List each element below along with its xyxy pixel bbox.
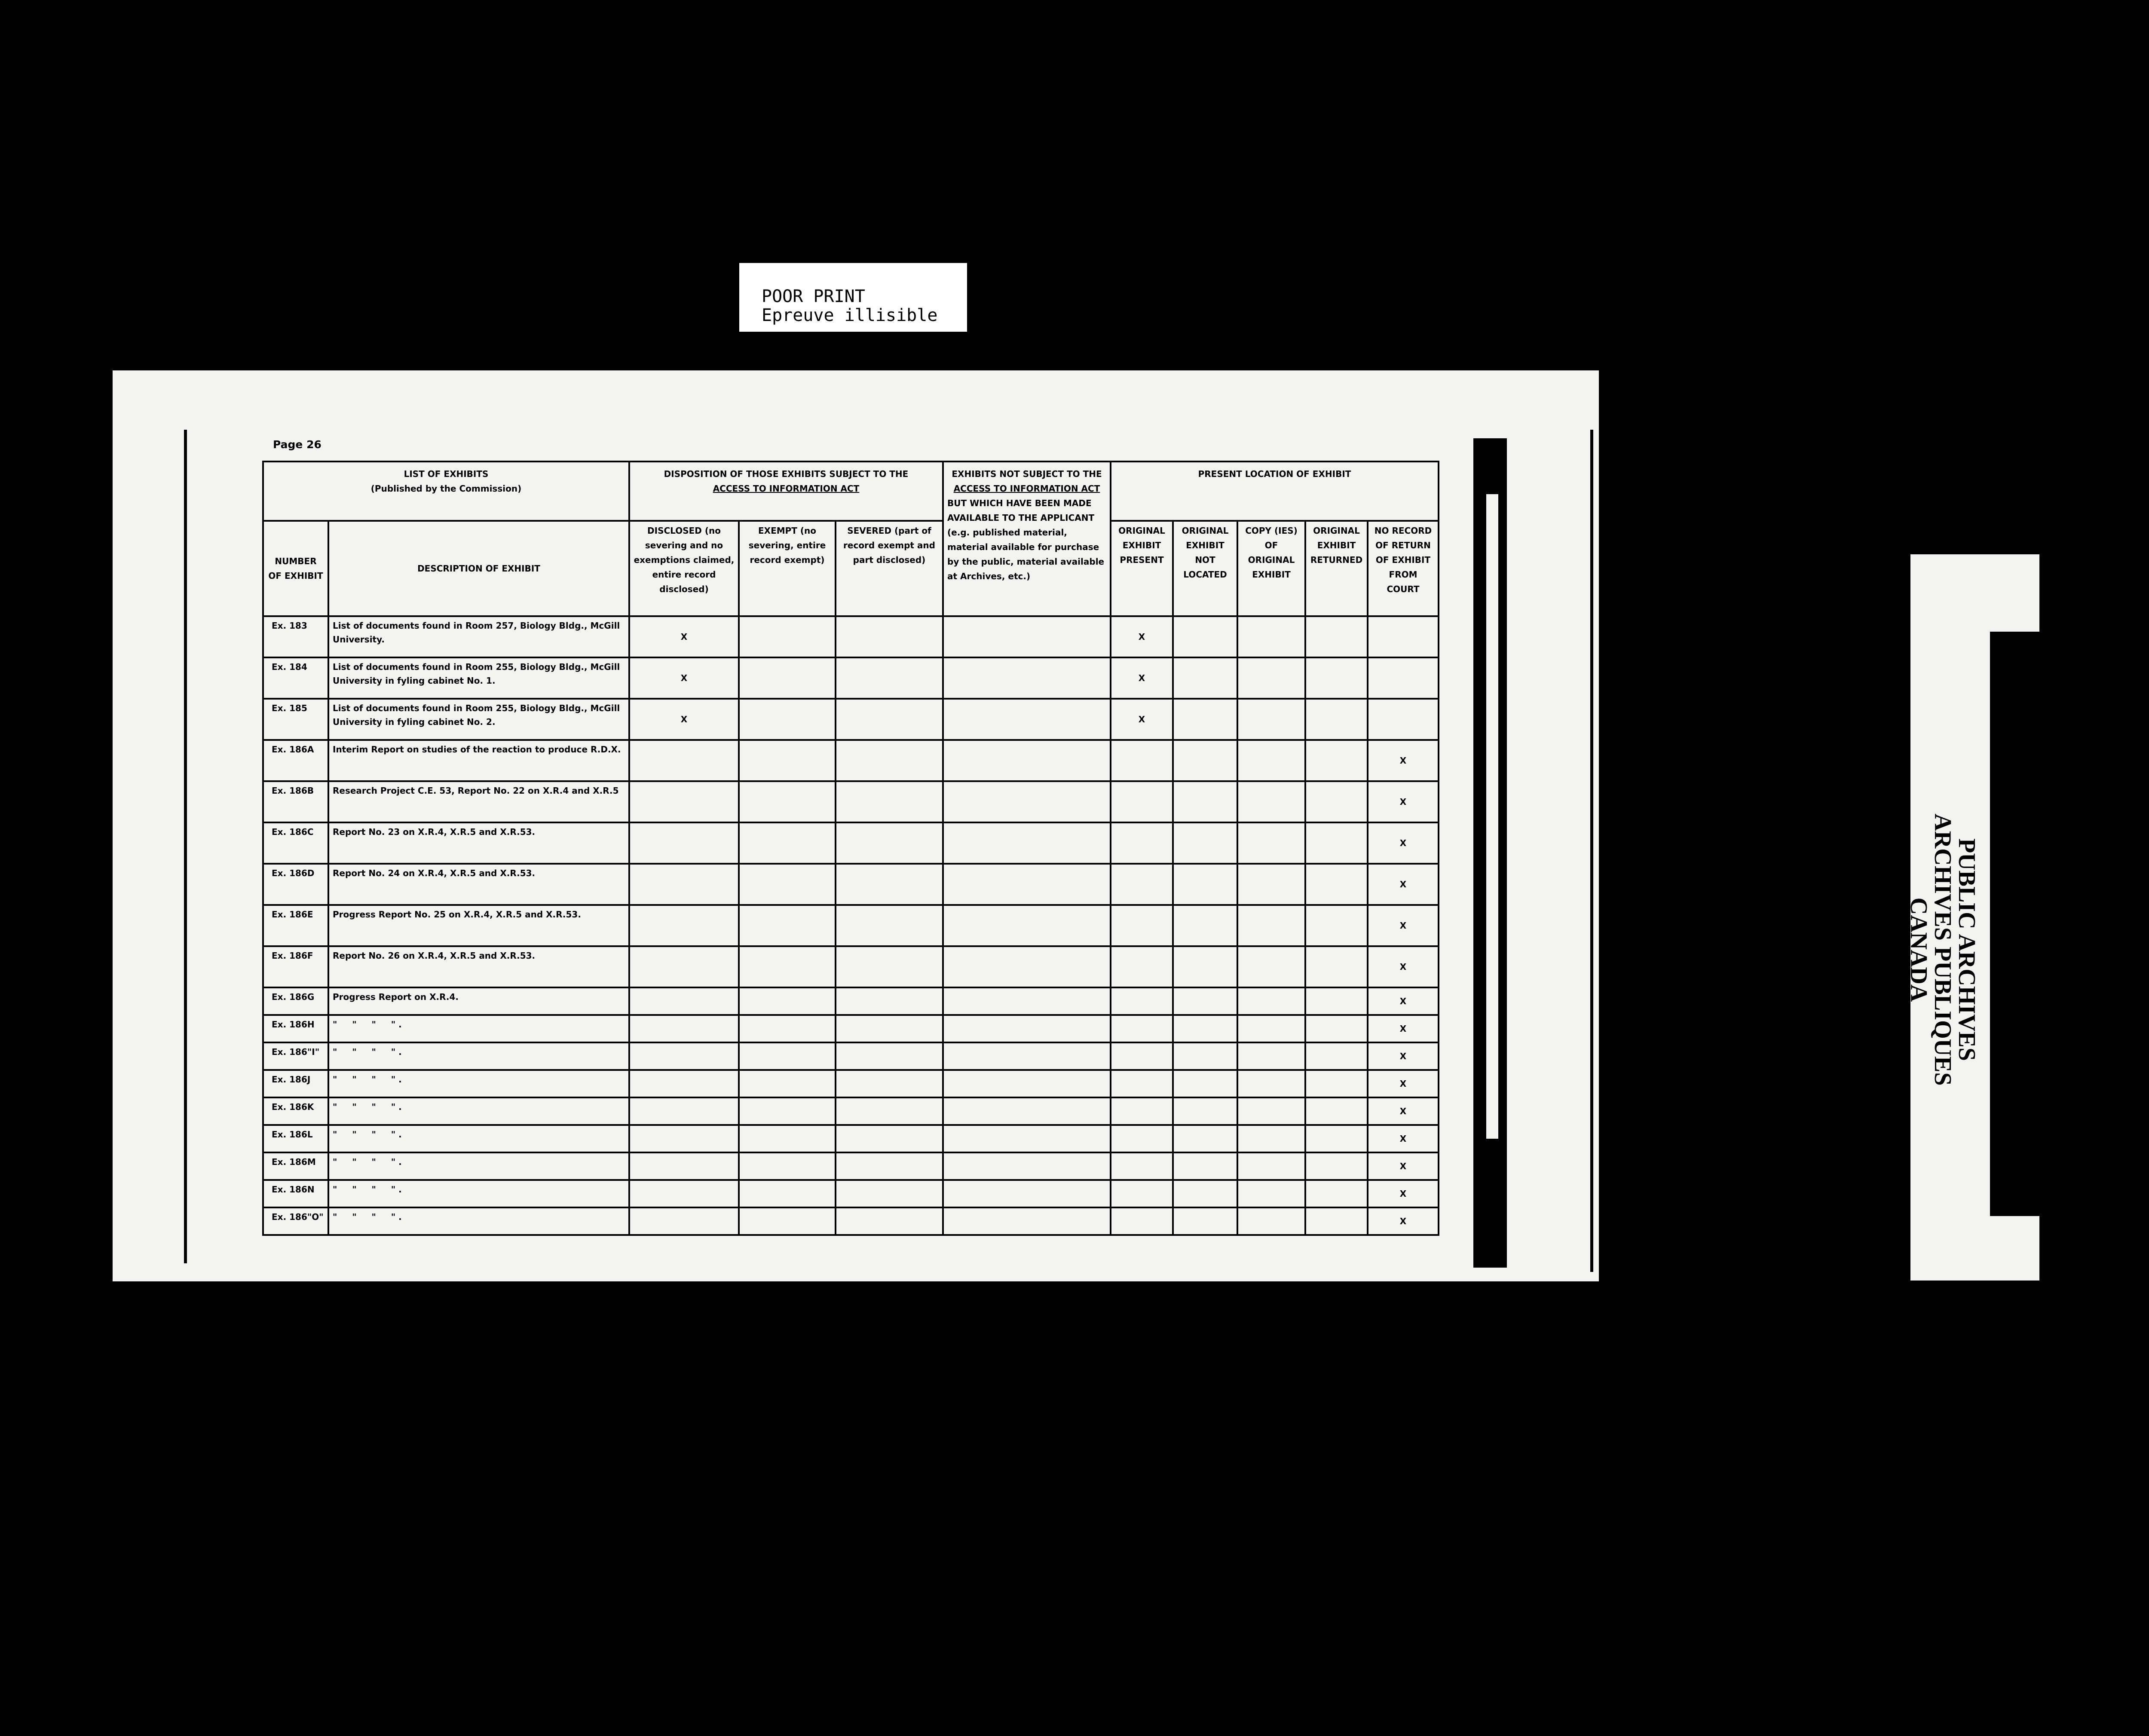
- copies-cell: [1237, 1180, 1305, 1207]
- notsubject-cell: [943, 1207, 1111, 1235]
- exempt-header: EXEMPT (no severing, entire record exempt): [739, 521, 836, 616]
- notsubject-cell: [943, 1042, 1111, 1070]
- disposition-title: DISPOSITION OF THOSE EXHIBITS SUBJECT TO THE: [664, 469, 909, 479]
- exhibit-description-cell: List of documents found in Room 255, Biology Bldg., McGill University in fyling cabinet No. 2.: [328, 699, 629, 740]
- exhibit-number-cell: Ex. 186D: [263, 864, 328, 905]
- no_record-cell: X: [1368, 740, 1439, 781]
- exhibit-number-cell: Ex. 186G: [263, 987, 328, 1015]
- no_record-cell: X: [1368, 1180, 1439, 1207]
- severed-cell: [836, 740, 943, 781]
- disclosed-cell: [629, 946, 739, 987]
- present-location-header: PRESENT LOCATION OF EXHIBIT: [1111, 462, 1439, 521]
- exhibits-table-body: [263, 616, 1439, 1235]
- not-subject-title: EXHIBITS NOT SUBJECT TO THE: [952, 469, 1102, 479]
- table-row: [263, 657, 1439, 699]
- copies-cell: [1237, 781, 1305, 822]
- severed-cell: [836, 1097, 943, 1125]
- exhibit-description-cell: List of documents found in Room 257, Biology Bldg., McGill University.: [328, 616, 629, 657]
- exhibit-number-cell: Ex. 186N: [263, 1180, 328, 1207]
- no_record-cell: X: [1368, 822, 1439, 864]
- present-cell: [1111, 781, 1173, 822]
- exhibit-description-cell: " " " " .: [328, 1180, 629, 1207]
- returned-cell: [1305, 699, 1368, 740]
- archives-stamp-text: [1907, 813, 1979, 1085]
- no_record-cell: X: [1368, 905, 1439, 946]
- notlocated-cell: [1173, 1070, 1237, 1097]
- exhibit-description-cell: List of documents found in Room 255, Biology Bldg., McGill University in fyling cabinet No. 1.: [328, 657, 629, 699]
- exhibit-number-cell: Ex. 185: [263, 699, 328, 740]
- severed-cell: [836, 822, 943, 864]
- notlocated-cell: [1173, 699, 1237, 740]
- present-cell: [1111, 987, 1173, 1015]
- notlocated-cell: [1173, 1207, 1237, 1235]
- exempt-cell: [739, 657, 836, 699]
- severed-cell: [836, 1042, 943, 1070]
- exhibit-number-cell: Ex. 186L: [263, 1125, 328, 1152]
- returned-cell: [1305, 946, 1368, 987]
- disclosed-cell: [629, 1070, 739, 1097]
- copies-cell: [1237, 740, 1305, 781]
- copies-cell: [1237, 1042, 1305, 1070]
- returned-cell: [1305, 1180, 1368, 1207]
- present-cell: [1111, 946, 1173, 987]
- copies-cell: [1237, 822, 1305, 864]
- copies-cell: [1237, 1097, 1305, 1125]
- returned-cell: [1305, 905, 1368, 946]
- present-cell: [1111, 1207, 1173, 1235]
- no_record-cell: X: [1368, 1070, 1439, 1097]
- list-of-exhibits-subtitle: (Published by the Commission): [370, 483, 522, 494]
- notlocated-cell: [1173, 1180, 1237, 1207]
- no_record-cell: [1368, 657, 1439, 699]
- no_record-cell: [1368, 616, 1439, 657]
- severed-header: SEVERED (part of record exempt and part disclosed): [836, 521, 943, 616]
- left-margin-line: [184, 430, 187, 1263]
- number-of-exhibit-header: NUMBER OF EXHIBIT: [263, 521, 328, 616]
- notlocated-cell: [1173, 1152, 1237, 1180]
- disposition-header: [629, 462, 943, 521]
- notsubject-cell: [943, 987, 1111, 1015]
- table-row: [263, 1042, 1439, 1070]
- exhibit-description-cell: " " " " .: [328, 1125, 629, 1152]
- exhibit-description-cell: " " " " .: [328, 1042, 629, 1070]
- exhibit-description-cell: Report No. 26 on X.R.4, X.R.5 and X.R.53.: [328, 946, 629, 987]
- notsubject-cell: [943, 616, 1111, 657]
- notsubject-cell: [943, 740, 1111, 781]
- table-row: [263, 905, 1439, 946]
- exhibit-description-cell: " " " " .: [328, 1207, 629, 1235]
- right-edge-line: [1590, 430, 1593, 1272]
- exhibit-description-cell: " " " " .: [328, 1097, 629, 1125]
- present-cell: [1111, 1125, 1173, 1152]
- notlocated-cell: [1173, 822, 1237, 864]
- stamp-line-public-archives: PUBLIC ARCHIVES: [1953, 838, 1980, 1061]
- disposition-act: ACCESS TO INFORMATION ACT: [713, 483, 860, 494]
- original-present-header: ORIGINAL EXHIBIT PRESENT: [1111, 521, 1173, 616]
- table-row: [263, 1207, 1439, 1235]
- present-cell: [1111, 1097, 1173, 1125]
- table-row: [263, 616, 1439, 657]
- table-row: [263, 1015, 1439, 1042]
- present-cell: [1111, 864, 1173, 905]
- exhibit-description-cell: Report No. 23 on X.R.4, X.R.5 and X.R.53.: [328, 822, 629, 864]
- severed-cell: [836, 1152, 943, 1180]
- notlocated-cell: [1173, 1097, 1237, 1125]
- notlocated-cell: [1173, 1042, 1237, 1070]
- exhibit-number-cell: Ex. 186A: [263, 740, 328, 781]
- disclosed-cell: [629, 1042, 739, 1070]
- exempt-cell: [739, 1097, 836, 1125]
- exempt-cell: [739, 864, 836, 905]
- notlocated-cell: [1173, 1125, 1237, 1152]
- returned-cell: [1305, 1042, 1368, 1070]
- original-returned-header: ORIGINAL EXHIBIT RETURNED: [1305, 521, 1368, 616]
- copies-cell: [1237, 1070, 1305, 1097]
- present-cell: [1111, 1015, 1173, 1042]
- exempt-cell: [739, 616, 836, 657]
- notsubject-cell: [943, 699, 1111, 740]
- no_record-cell: X: [1368, 1152, 1439, 1180]
- no_record-cell: [1368, 699, 1439, 740]
- copies-cell: [1237, 905, 1305, 946]
- notsubject-cell: [943, 657, 1111, 699]
- notsubject-cell: [943, 781, 1111, 822]
- exempt-cell: [739, 987, 836, 1015]
- present-cell: [1111, 1152, 1173, 1180]
- disclosed-header: DISCLOSED (no severing and no exemptions claimed, entire record disclosed): [629, 521, 739, 616]
- exempt-cell: [739, 1070, 836, 1097]
- no_record-cell: X: [1368, 1042, 1439, 1070]
- poor-print-label: [739, 263, 967, 332]
- returned-cell: [1305, 740, 1368, 781]
- notsubject-cell: [943, 822, 1111, 864]
- notlocated-cell: [1173, 987, 1237, 1015]
- notsubject-cell: [943, 1097, 1111, 1125]
- disclosed-cell: [629, 1152, 739, 1180]
- table-row: [263, 740, 1439, 781]
- poor-print-text: POOR PRINT: [762, 287, 865, 306]
- table-row: [263, 699, 1439, 740]
- severed-cell: [836, 699, 943, 740]
- table-row: [263, 1152, 1439, 1180]
- exhibit-number-cell: Ex. 186B: [263, 781, 328, 822]
- exempt-cell: [739, 740, 836, 781]
- copies-cell: [1237, 657, 1305, 699]
- notlocated-cell: [1173, 616, 1237, 657]
- table-row: [263, 1070, 1439, 1097]
- returned-cell: [1305, 1125, 1368, 1152]
- copies-cell: [1237, 1015, 1305, 1042]
- exempt-cell: [739, 905, 836, 946]
- copies-header: COPY (IES) OF ORIGINAL EXHIBIT: [1237, 521, 1305, 616]
- exempt-cell: [739, 1125, 836, 1152]
- disclosed-cell: [629, 1207, 739, 1235]
- exhibit-number-cell: Ex. 186K: [263, 1097, 328, 1125]
- copies-cell: [1237, 946, 1305, 987]
- notlocated-cell: [1173, 781, 1237, 822]
- no_record-cell: X: [1368, 987, 1439, 1015]
- disclosed-cell: [629, 740, 739, 781]
- exhibit-description-cell: Progress Report on X.R.4.: [328, 987, 629, 1015]
- copies-cell: [1237, 987, 1305, 1015]
- disclosed-cell: [629, 781, 739, 822]
- returned-cell: [1305, 657, 1368, 699]
- notsubject-cell: [943, 864, 1111, 905]
- exempt-cell: [739, 1015, 836, 1042]
- severed-cell: [836, 1015, 943, 1042]
- disclosed-cell: X: [629, 699, 739, 740]
- table-row: [263, 946, 1439, 987]
- stamp-line-archives-publiques: ARCHIVES PUBLIQUES: [1929, 813, 1956, 1086]
- copies-cell: [1237, 864, 1305, 905]
- exhibit-description-cell: Research Project C.E. 53, Report No. 22 on X.R.4 and X.R.5: [328, 781, 629, 822]
- copies-cell: [1237, 1125, 1305, 1152]
- not-subject-act: ACCESS TO INFORMATION ACT: [953, 483, 1100, 494]
- severed-cell: [836, 1070, 943, 1097]
- returned-cell: [1305, 1207, 1368, 1235]
- present-cell: [1111, 1042, 1173, 1070]
- severed-cell: [836, 1180, 943, 1207]
- exhibit-number-cell: Ex. 186H: [263, 1015, 328, 1042]
- copies-cell: [1237, 1207, 1305, 1235]
- stamp-bracket: [1990, 632, 2039, 1216]
- no_record-cell: X: [1368, 1015, 1439, 1042]
- exempt-cell: [739, 781, 836, 822]
- disclosed-cell: [629, 1180, 739, 1207]
- exhibit-number-cell: Ex. 186F: [263, 946, 328, 987]
- no_record-cell: X: [1368, 946, 1439, 987]
- present-cell: [1111, 740, 1173, 781]
- binder-strip-highlight: [1486, 494, 1498, 1139]
- severed-cell: [836, 987, 943, 1015]
- table-row: [263, 864, 1439, 905]
- stamp-line-canada: CANADA: [1905, 897, 1932, 1002]
- severed-cell: [836, 657, 943, 699]
- notsubject-cell: [943, 1015, 1111, 1042]
- list-of-exhibits-header: [263, 462, 629, 521]
- severed-cell: [836, 1125, 943, 1152]
- list-of-exhibits-title: LIST OF EXHIBITS: [404, 469, 489, 479]
- exhibit-number-cell: Ex. 186C: [263, 822, 328, 864]
- no-record-header: NO RECORD OF RETURN OF EXHIBIT FROM COURT: [1368, 521, 1439, 616]
- epreuve-illisible-text: Epreuve illisible: [762, 306, 938, 325]
- notsubject-cell: [943, 1152, 1111, 1180]
- exhibit-description-cell: Interim Report on studies of the reaction to produce R.D.X.: [328, 740, 629, 781]
- disclosed-cell: X: [629, 657, 739, 699]
- exempt-cell: [739, 946, 836, 987]
- exempt-cell: [739, 822, 836, 864]
- exhibits-table: [262, 461, 1439, 1236]
- table-row: [263, 1180, 1439, 1207]
- notsubject-cell: [943, 1070, 1111, 1097]
- returned-cell: [1305, 1015, 1368, 1042]
- notsubject-cell: [943, 905, 1111, 946]
- exhibit-number-cell: Ex. 186"I": [263, 1042, 328, 1070]
- no_record-cell: X: [1368, 864, 1439, 905]
- copies-cell: [1237, 699, 1305, 740]
- severed-cell: [836, 781, 943, 822]
- present-cell: [1111, 1180, 1173, 1207]
- present-cell: X: [1111, 616, 1173, 657]
- returned-cell: [1305, 864, 1368, 905]
- not-subject-note: BUT WHICH HAVE BEEN MADE AVAILABLE TO THE APPLICANT (e.g. published material, material available for purchase by the public, material available at Archives, etc.): [947, 498, 1105, 581]
- severed-cell: [836, 905, 943, 946]
- severed-cell: [836, 946, 943, 987]
- exhibit-number-cell: Ex. 183: [263, 616, 328, 657]
- notlocated-cell: [1173, 1015, 1237, 1042]
- notlocated-cell: [1173, 946, 1237, 987]
- no_record-cell: X: [1368, 1125, 1439, 1152]
- returned-cell: [1305, 987, 1368, 1015]
- disclosed-cell: [629, 987, 739, 1015]
- no_record-cell: X: [1368, 1207, 1439, 1235]
- table-row: [263, 987, 1439, 1015]
- no_record-cell: X: [1368, 781, 1439, 822]
- returned-cell: [1305, 1097, 1368, 1125]
- disclosed-cell: [629, 1015, 739, 1042]
- returned-cell: [1305, 1070, 1368, 1097]
- returned-cell: [1305, 616, 1368, 657]
- disclosed-cell: [629, 1125, 739, 1152]
- exempt-cell: [739, 1207, 836, 1235]
- table-row: [263, 1097, 1439, 1125]
- disclosed-cell: [629, 1097, 739, 1125]
- exempt-cell: [739, 1180, 836, 1207]
- notlocated-cell: [1173, 657, 1237, 699]
- page-number: Page 26: [273, 438, 321, 451]
- exhibit-number-cell: Ex. 186J: [263, 1070, 328, 1097]
- notsubject-cell: [943, 1180, 1111, 1207]
- disclosed-cell: [629, 905, 739, 946]
- notlocated-cell: [1173, 864, 1237, 905]
- exhibit-number-cell: Ex. 184: [263, 657, 328, 699]
- disclosed-cell: X: [629, 616, 739, 657]
- present-cell: [1111, 822, 1173, 864]
- returned-cell: [1305, 822, 1368, 864]
- returned-cell: [1305, 1152, 1368, 1180]
- disclosed-cell: [629, 864, 739, 905]
- notlocated-cell: [1173, 905, 1237, 946]
- severed-cell: [836, 864, 943, 905]
- severed-cell: [836, 1207, 943, 1235]
- present-cell: X: [1111, 657, 1173, 699]
- exhibit-description-cell: " " " " .: [328, 1152, 629, 1180]
- exempt-cell: [739, 699, 836, 740]
- present-cell: [1111, 1070, 1173, 1097]
- present-cell: [1111, 905, 1173, 946]
- notsubject-cell: [943, 1125, 1111, 1152]
- notlocated-cell: [1173, 740, 1237, 781]
- exhibit-description-cell: Progress Report No. 25 on X.R.4, X.R.5 and X.R.53.: [328, 905, 629, 946]
- copies-cell: [1237, 1152, 1305, 1180]
- returned-cell: [1305, 781, 1368, 822]
- original-not-located-header: ORIGINAL EXHIBIT NOT LOCATED: [1173, 521, 1237, 616]
- severed-cell: [836, 616, 943, 657]
- table-row: [263, 781, 1439, 822]
- present-cell: X: [1111, 699, 1173, 740]
- no_record-cell: X: [1368, 1097, 1439, 1125]
- exhibit-number-cell: Ex. 186E: [263, 905, 328, 946]
- table-row: [263, 822, 1439, 864]
- notsubject-cell: [943, 946, 1111, 987]
- description-header: DESCRIPTION OF EXHIBIT: [328, 521, 629, 616]
- not-subject-header: [943, 462, 1111, 616]
- exhibit-description-cell: " " " " .: [328, 1070, 629, 1097]
- exhibit-description-cell: " " " " .: [328, 1015, 629, 1042]
- copies-cell: [1237, 616, 1305, 657]
- disclosed-cell: [629, 822, 739, 864]
- exhibit-number-cell: Ex. 186M: [263, 1152, 328, 1180]
- exhibit-number-cell: Ex. 186"O": [263, 1207, 328, 1235]
- exempt-cell: [739, 1042, 836, 1070]
- exempt-cell: [739, 1152, 836, 1180]
- table-row: [263, 1125, 1439, 1152]
- exhibit-description-cell: Report No. 24 on X.R.4, X.R.5 and X.R.53.: [328, 864, 629, 905]
